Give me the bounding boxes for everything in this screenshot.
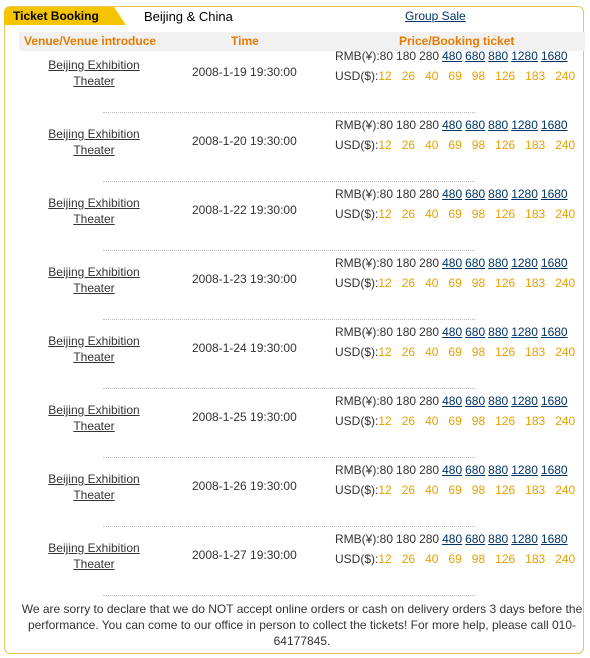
usd-price: 126 [495,345,516,359]
rmb-price: 180 [396,187,417,201]
rmb-price-link[interactable]: 680 [465,256,486,270]
usd-price: 126 [495,552,516,566]
usd-price: 26 [401,138,416,152]
venue-line1: Beijing Exhibition [48,403,140,417]
rmb-price: 280 [419,187,440,201]
usd-label: USD($): [335,414,379,428]
tab-beijing-china[interactable]: Beijing & China [144,9,233,24]
usd-price: 40 [425,414,439,428]
venue-link[interactable] [44,402,144,434]
usd-price: 98 [471,552,486,566]
usd-price: 26 [401,69,416,83]
usd-price: 126 [495,483,516,497]
usd-price: 69 [448,138,462,152]
usd-price: 183 [525,483,546,497]
usd-price: 183 [525,207,546,221]
rmb-price: 80 [379,187,394,201]
rmb-price-link[interactable]: 680 [465,463,486,477]
rmb-price: 180 [396,463,417,477]
usd-price: 69 [448,483,462,497]
usd-label: USD($): [335,69,379,83]
usd-price: 40 [425,207,439,221]
usd-price-line [335,138,575,152]
usd-price: 69 [448,552,462,566]
usd-price: 126 [495,414,516,428]
venue-line2: Theater [73,212,115,226]
rmb-price-line [335,532,571,546]
rmb-price-link[interactable]: 680 [465,49,486,63]
venue-link[interactable] [44,57,144,89]
rmb-label: RMB(¥): [335,256,380,270]
usd-price: 12 [378,345,392,359]
tab-ticket-booking[interactable]: Ticket Booking [4,7,114,25]
rmb-price: 280 [419,256,440,270]
venue-line2: Theater [73,419,115,433]
rmb-price: 280 [419,532,440,546]
usd-price: 12 [378,414,392,428]
usd-price: 12 [378,276,392,290]
rmb-price-link[interactable]: 880 [488,49,509,63]
rmb-price-link[interactable]: 1280 [511,394,538,408]
usd-price: 69 [448,345,462,359]
rmb-price: 180 [396,118,417,132]
usd-price: 40 [425,552,439,566]
rmb-price-link[interactable]: 880 [488,394,509,408]
usd-price: 183 [525,276,546,290]
performance-time: 2008-1-22 19:30:00 [192,203,297,217]
venue-link[interactable] [44,195,144,227]
rmb-price-link[interactable]: 1680 [540,49,568,63]
usd-price: 26 [401,552,416,566]
rmb-price-link[interactable]: 480 [442,463,463,477]
rmb-price-link[interactable]: 680 [465,118,486,132]
usd-price: 98 [471,483,486,497]
rmb-price-line [335,118,571,132]
rmb-price-link[interactable]: 880 [488,118,509,132]
venue-line1: Beijing Exhibition [48,541,140,555]
rmb-price-link[interactable]: 1680 [540,118,568,132]
rmb-label: RMB(¥): [335,463,380,477]
performance-time: 2008-1-26 19:30:00 [192,479,297,493]
table-row [19,458,585,527]
rmb-price-link[interactable]: 680 [465,187,486,201]
venue-line1: Beijing Exhibition [48,265,140,279]
usd-price-line [335,414,575,428]
usd-price: 240 [555,483,576,497]
rmb-price: 180 [396,394,417,408]
rmb-price: 180 [396,49,417,63]
table-row [19,44,585,113]
rmb-price-link[interactable]: 480 [442,256,463,270]
rmb-price-link[interactable]: 1280 [511,325,538,339]
rmb-price: 280 [419,463,440,477]
row-divider [103,595,475,596]
rmb-price-line [335,256,571,270]
usd-price: 183 [525,69,546,83]
notice-text: We are sorry to declare that we do NOT accept online orders or cash on delivery orders 3 days before the performance. You can come to our office in person to collect the tickets! For more help, please call 010-64177845. [21,602,583,648]
table-row [19,527,585,596]
usd-price: 40 [425,345,439,359]
rmb-price-link[interactable]: 680 [465,532,486,546]
rmb-price-link[interactable]: 1680 [540,256,568,270]
rmb-price-link[interactable]: 1280 [511,463,538,477]
usd-price: 40 [425,69,439,83]
usd-price: 69 [448,69,462,83]
rmb-price: 80 [379,463,394,477]
rmb-label: RMB(¥): [335,325,380,339]
usd-price: 40 [425,276,439,290]
rmb-price: 180 [396,532,417,546]
venue-line2: Theater [73,74,115,88]
rmb-price-link[interactable]: 1280 [511,49,538,63]
rmb-price-link[interactable]: 480 [442,394,463,408]
venue-line1: Beijing Exhibition [48,58,140,72]
usd-price: 98 [471,138,486,152]
rmb-price: 280 [419,118,440,132]
performance-time: 2008-1-24 19:30:00 [192,341,297,355]
rmb-price-link[interactable]: 1280 [511,187,538,201]
usd-price: 240 [555,414,576,428]
usd-price: 126 [495,138,516,152]
rmb-price-link[interactable]: 880 [488,256,509,270]
rmb-price-link[interactable]: 680 [465,325,486,339]
usd-label: USD($): [335,552,379,566]
group-sale-link[interactable]: Group Sale [405,9,466,23]
rmb-price: 80 [379,118,394,132]
usd-price: 26 [401,414,416,428]
table-row [19,251,585,320]
usd-price: 240 [555,138,576,152]
performance-time: 2008-1-23 19:30:00 [192,272,297,286]
venue-link[interactable] [44,471,144,503]
usd-price: 240 [555,345,576,359]
usd-price: 98 [471,69,486,83]
performance-time: 2008-1-20 19:30:00 [192,134,297,148]
usd-price: 12 [378,69,392,83]
venue-link[interactable] [44,264,144,296]
usd-price: 240 [555,207,576,221]
rmb-price: 280 [419,49,440,63]
rmb-label: RMB(¥): [335,49,380,63]
rmb-price-link[interactable]: 880 [488,187,509,201]
rmb-price: 280 [419,325,440,339]
usd-price: 126 [495,69,516,83]
performance-time: 2008-1-25 19:30:00 [192,410,297,424]
rmb-price-link[interactable]: 1280 [511,118,538,132]
table-row [19,182,585,251]
rmb-price-line [335,325,571,339]
rmb-price-link[interactable]: 1280 [511,532,538,546]
usd-price: 40 [425,138,439,152]
usd-price: 26 [401,207,416,221]
rmb-price-link[interactable]: 480 [442,118,463,132]
header-price: Price/Booking ticket [399,34,515,48]
venue-line2: Theater [73,281,115,295]
table-row [19,113,585,182]
venue-line1: Beijing Exhibition [48,196,140,210]
rmb-price: 80 [379,325,394,339]
usd-price: 12 [378,207,392,221]
usd-price: 98 [471,414,486,428]
usd-price: 69 [448,207,462,221]
rmb-price-line [335,463,571,477]
rmb-price: 180 [396,256,417,270]
rmb-price-link[interactable]: 880 [488,463,509,477]
usd-price: 69 [448,414,462,428]
rmb-price-link[interactable]: 680 [465,394,486,408]
usd-price: 240 [555,276,576,290]
rmb-price-line [335,49,571,63]
usd-price-line [335,345,575,359]
rmb-price-link[interactable]: 1680 [540,187,568,201]
booking-panel [4,6,584,654]
rmb-price-line [335,394,571,408]
venue-line2: Theater [73,557,115,571]
usd-price: 98 [471,276,486,290]
rmb-price-link[interactable]: 480 [442,532,463,546]
venue-line2: Theater [73,488,115,502]
usd-label: USD($): [335,207,379,221]
rmb-price: 80 [379,49,394,63]
usd-price-line [335,552,575,566]
rmb-price-link[interactable]: 480 [442,49,463,63]
performance-time: 2008-1-27 19:30:00 [192,548,297,562]
table-row [19,320,585,389]
rmb-price: 80 [379,532,394,546]
usd-price: 126 [495,276,516,290]
rmb-price-link[interactable]: 1680 [540,394,568,408]
venue-line1: Beijing Exhibition [48,127,140,141]
usd-price: 12 [378,483,392,497]
header-venue: Venue/Venue introduce [24,34,157,48]
venue-line2: Theater [73,350,115,364]
venue-line1: Beijing Exhibition [48,334,140,348]
rmb-price-link[interactable]: 480 [442,325,463,339]
venue-line1: Beijing Exhibition [48,472,140,486]
usd-price: 183 [525,138,546,152]
usd-label: USD($): [335,276,379,290]
rmb-label: RMB(¥): [335,187,380,201]
rmb-price-link[interactable]: 1680 [540,532,568,546]
venue-link[interactable] [44,333,144,365]
usd-label: USD($): [335,483,379,497]
rmb-price: 180 [396,325,417,339]
rmb-price: 80 [379,256,394,270]
usd-price: 183 [525,414,546,428]
venue-line2: Theater [73,143,115,157]
rmb-label: RMB(¥): [335,118,380,132]
header-time: Time [231,34,259,48]
rmb-price-link[interactable]: 1280 [511,256,538,270]
usd-price: 12 [378,138,392,152]
usd-price: 26 [401,483,416,497]
usd-price-line [335,207,575,221]
usd-price: 240 [555,69,576,83]
rmb-price: 280 [419,394,440,408]
usd-price-line [335,69,575,83]
usd-price: 12 [378,552,392,566]
usd-price: 98 [471,207,486,221]
usd-price: 40 [425,483,439,497]
usd-price-line [335,483,575,497]
usd-label: USD($): [335,345,379,359]
usd-price: 26 [401,345,416,359]
usd-price: 183 [525,345,546,359]
usd-price: 26 [401,276,416,290]
usd-price: 98 [471,345,486,359]
usd-price: 183 [525,552,546,566]
rmb-label: RMB(¥): [335,532,380,546]
performance-time: 2008-1-19 19:30:00 [192,65,297,79]
usd-label: USD($): [335,138,379,152]
rmb-price-link[interactable]: 880 [488,532,509,546]
rmb-price-link[interactable]: 480 [442,187,463,201]
rmb-price-link[interactable]: 1680 [540,463,568,477]
usd-price: 69 [448,276,462,290]
usd-price-line [335,276,575,290]
table-row [19,389,585,458]
usd-price: 126 [495,207,516,221]
rmb-price-link[interactable]: 1680 [540,325,568,339]
rmb-price-line [335,187,571,201]
venue-link[interactable] [44,540,144,572]
rmb-price: 80 [379,394,394,408]
rmb-label: RMB(¥): [335,394,380,408]
usd-price: 240 [555,552,576,566]
rmb-price-link[interactable]: 880 [488,325,509,339]
venue-link[interactable] [44,126,144,158]
